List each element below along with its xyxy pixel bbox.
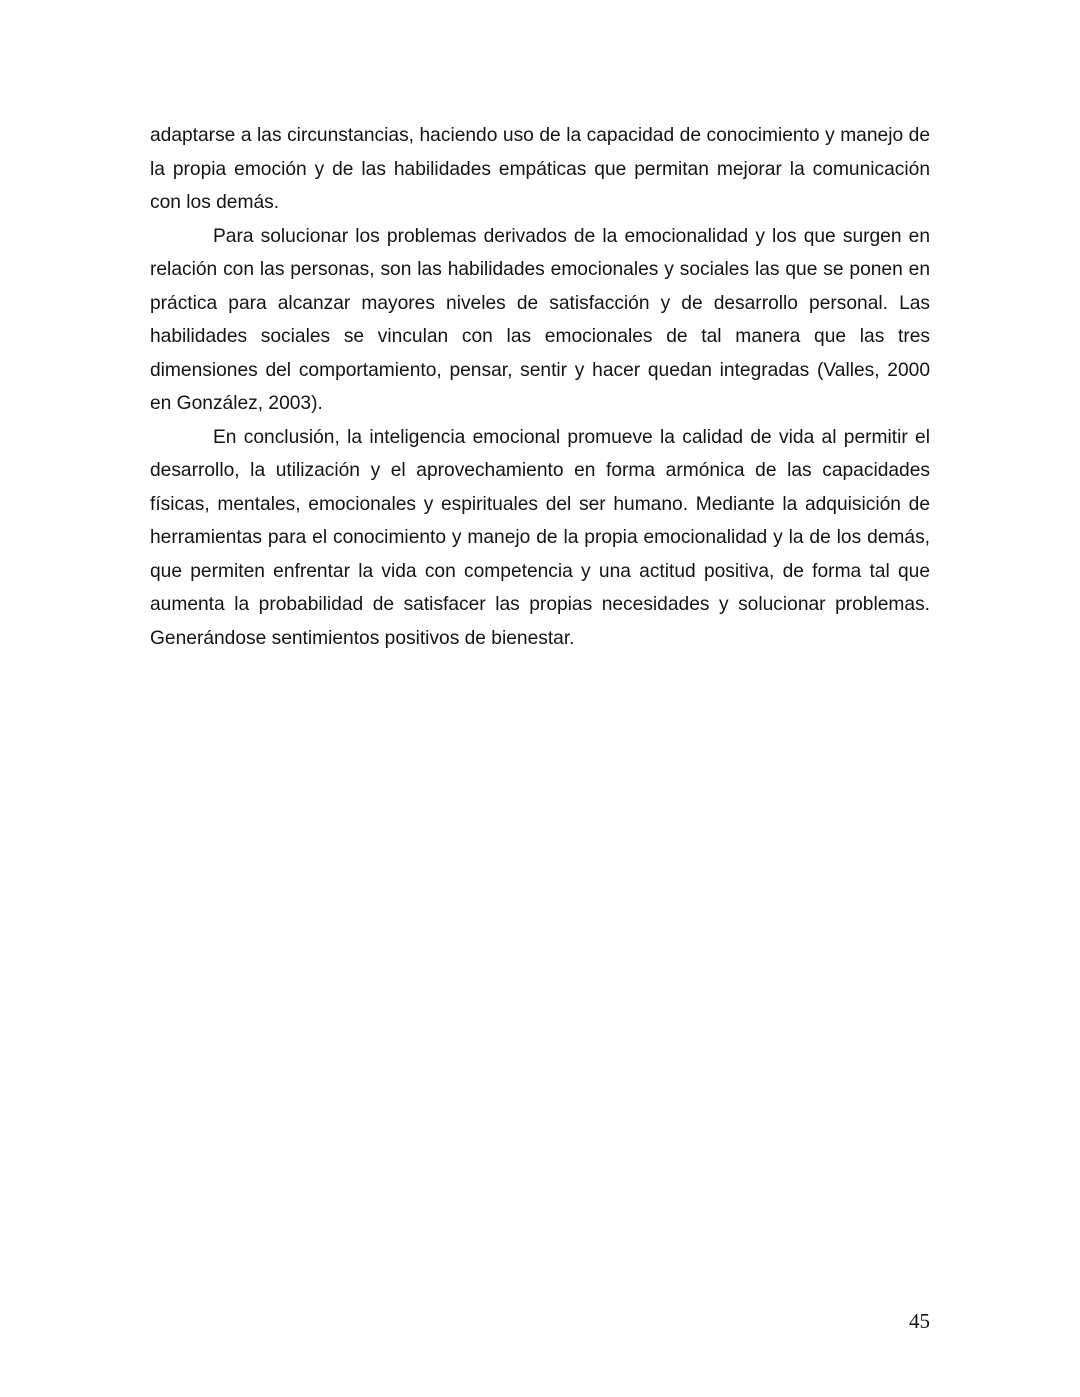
- paragraph-2: Para solucionar los problemas derivados de la emocionalidad y los que surgen en relación con las personas, son las habilidades emocionales y sociales las que se ponen en práctica para alcanzar mayores niveles de satisfacción y de desarrollo personal. Las habilidades sociales se vinculan con las emocionales de tal manera que las tres dimensiones del comportamiento, pensar, sentir y hacer quedan integradas (Valles, 2000 en González, 2003).: [150, 225, 930, 414]
- page-number: 45: [909, 1309, 930, 1333]
- paragraph-3: En conclusión, la inteligencia emocional promueve la calidad de vida al permitir el desarrollo, la utilización y el aprovechamiento en forma armónica de las capacidades físicas, mentales, emocionales y espirituales del ser humano. Mediante la adquisición de herramientas para el conocimiento y manejo de la propia emocionalidad y la de los demás, que permiten enfrentar la vida con competencia y una actitud positiva, de forma tal que aumenta la probabilidad de satisfacer las propias necesidades y solucionar problemas. Generándose sentimientos positivos de bienestar.: [150, 426, 930, 649]
- body-text: [150, 119, 930, 655]
- paragraph-1: adaptarse a las circunstancias, haciendo uso de la capacidad de conocimiento y manejo de la propia emoción y de las habilidades empáticas que permitan mejorar la comunicación con los demás.: [150, 125, 930, 213]
